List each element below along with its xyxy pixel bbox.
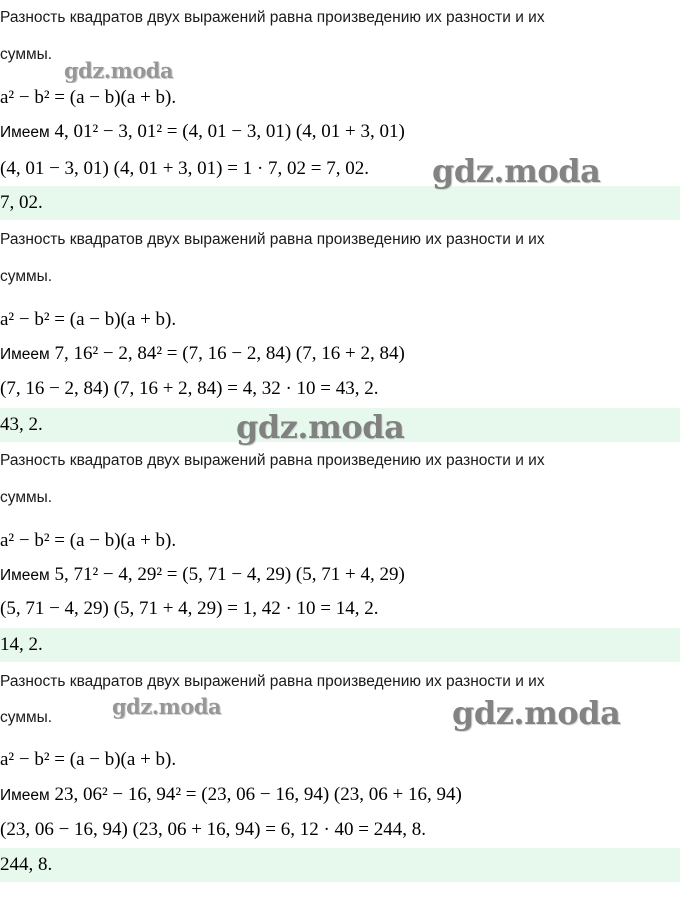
intro-line-2: суммы. — [0, 489, 53, 506]
intro-line-1: Разность квадратов двух выражений равна произведению их разности и их — [0, 673, 545, 690]
identity-formula: a² − b² = (a − b)(a + b). — [0, 530, 177, 551]
identity-formula: a² − b² = (a − b)(a + b). — [0, 87, 177, 108]
answer: 244, 8. — [0, 854, 53, 875]
lead-word: Имеем — [0, 124, 50, 141]
watermark: gdz.moda — [112, 694, 222, 719]
watermark: gdz.moda — [432, 152, 601, 190]
intro-line-2: суммы. — [0, 46, 53, 63]
intro-line-1: Разность квадратов двух выражений равна произведению их разности и их — [0, 9, 545, 26]
answer-band — [0, 186, 680, 220]
step-1 — [0, 783, 462, 808]
lead-word: Имеем — [0, 787, 50, 804]
step-2: (5, 71 − 4, 29) (5, 71 + 4, 29) = 1, 42 · 10 = 14, 2. — [0, 598, 379, 619]
step-2: (23, 06 − 16, 94) (23, 06 + 16, 94) = 6, 12 · 40 = 244, 8. — [0, 819, 426, 840]
step-1-expr: 7, 16² − 2, 84² = (7, 16 − 2, 84) (7, 16 + 2, 84) — [54, 343, 405, 364]
step-2: (4, 01 − 3, 01) (4, 01 + 3, 01) = 1 · 7, 02 = 7, 02. — [0, 158, 369, 179]
answer: 14, 2. — [0, 634, 43, 655]
step-1-expr: 4, 01² − 3, 01² = (4, 01 − 3, 01) (4, 01 + 3, 01) — [54, 121, 405, 142]
intro-line-2: суммы. — [0, 709, 53, 726]
answer-band — [0, 848, 680, 882]
intro-line-1: Разность квадратов двух выражений равна произведению их разности и их — [0, 452, 545, 469]
step-1-expr: 5, 71² − 4, 29² = (5, 71 − 4, 29) (5, 71 + 4, 29) — [54, 564, 405, 585]
identity-formula: a² − b² = (a − b)(a + b). — [0, 309, 177, 330]
step-1 — [0, 342, 405, 367]
lead-word: Имеем — [0, 567, 50, 584]
step-2: (7, 16 − 2, 84) (7, 16 + 2, 84) = 4, 32 · 10 = 43, 2. — [0, 378, 379, 399]
intro-line-1: Разность квадратов двух выражений равна произведению их разности и их — [0, 231, 545, 248]
watermark: gdz.moda — [64, 58, 174, 83]
answer-band — [0, 628, 680, 662]
answer: 43, 2. — [0, 414, 43, 435]
step-1 — [0, 563, 405, 588]
watermark: gdz.moda — [236, 408, 405, 446]
intro-line-2: суммы. — [0, 268, 53, 285]
watermark: gdz.moda — [452, 694, 621, 732]
step-1 — [0, 120, 405, 145]
identity-formula: a² − b² = (a − b)(a + b). — [0, 749, 177, 770]
step-1-expr: 23, 06² − 16, 94² = (23, 06 − 16, 94) (23, 06 + 16, 94) — [54, 784, 462, 805]
lead-word: Имеем — [0, 346, 50, 363]
answer: 7, 02. — [0, 192, 43, 213]
